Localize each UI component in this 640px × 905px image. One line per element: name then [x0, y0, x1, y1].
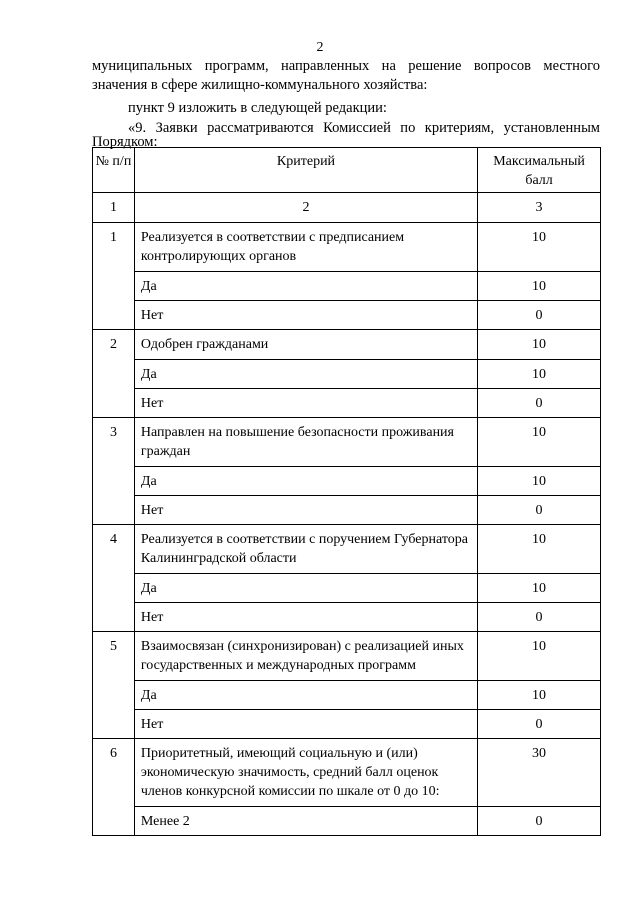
option-score: 10 [478, 574, 601, 603]
option-row [93, 574, 601, 603]
criterion-max-score: 10 [478, 632, 601, 681]
criterion-max-score: 30 [478, 739, 601, 807]
index-cell: 1 [93, 193, 135, 223]
criterion-text: Направлен на повышение безопасности проживания граждан [134, 418, 477, 467]
criterion-max-score: 10 [478, 330, 601, 360]
option-row [93, 603, 601, 632]
intro-line-1: муниципальных программ, направленных на решение вопросов местного [92, 58, 600, 74]
criterion-max-score: 10 [478, 418, 601, 467]
header-row [93, 148, 601, 193]
option-score: 0 [478, 301, 601, 330]
option-row [93, 681, 601, 710]
page-number: 2 [316, 40, 324, 55]
criterion-row [93, 330, 601, 360]
option-score: 0 [478, 389, 601, 418]
criterion-text: Одобрен гражданами [134, 330, 477, 360]
option-row [93, 710, 601, 739]
criteria-table [92, 147, 601, 836]
option-score: 10 [478, 681, 601, 710]
intro-line-3: пункт 9 изложить в следующей редакции: [128, 100, 387, 116]
criterion-number: 5 [93, 632, 135, 739]
option-score: 10 [478, 272, 601, 301]
intro-line-2: значения в сфере жилищно-коммунального хозяйства: [92, 77, 428, 93]
option-score: 0 [478, 710, 601, 739]
option-label: Да [134, 360, 477, 389]
option-label: Да [134, 574, 477, 603]
option-label: Менее 2 [134, 807, 477, 836]
criterion-row [93, 525, 601, 574]
criterion-text: Реализуется в соответствии с поручением Губернатора Калининградской области [134, 525, 477, 574]
criterion-row [93, 739, 601, 807]
criterion-text: Взаимосвязан (синхронизирован) с реализацией иных государственных и международных программ [134, 632, 477, 681]
option-row [93, 467, 601, 496]
criterion-text: Реализуется в соответствии с предписанием контролирующих органов [134, 223, 477, 272]
criterion-number: 1 [93, 223, 135, 330]
criterion-row [93, 223, 601, 272]
option-row [93, 301, 601, 330]
option-score: 10 [478, 467, 601, 496]
index-cell: 2 [134, 193, 477, 223]
option-row [93, 496, 601, 525]
option-row [93, 807, 601, 836]
option-score: 0 [478, 807, 601, 836]
criterion-max-score: 10 [478, 223, 601, 272]
criterion-number: 3 [93, 418, 135, 525]
option-score: 10 [478, 360, 601, 389]
header-criterion: Критерий [134, 148, 477, 193]
criterion-row [93, 418, 601, 467]
criterion-row [93, 632, 601, 681]
criterion-number: 2 [93, 330, 135, 418]
option-label: Да [134, 681, 477, 710]
criterion-text: Приоритетный, имеющий социальную и (или) экономическую значимость, средний балл оценок членов конкурсной комиссии по шкале от 0 до 10: [134, 739, 477, 807]
option-row [93, 389, 601, 418]
header-number: № п/п [93, 148, 135, 193]
option-label: Нет [134, 603, 477, 632]
intro-line-4: «9. Заявки рассматриваются Комиссией по критериям, установленным [128, 120, 600, 136]
option-row [93, 272, 601, 301]
index-cell: 3 [478, 193, 601, 223]
option-label: Нет [134, 389, 477, 418]
criterion-max-score: 10 [478, 525, 601, 574]
option-label: Нет [134, 496, 477, 525]
option-score: 0 [478, 603, 601, 632]
index-row [93, 193, 601, 223]
option-row [93, 360, 601, 389]
option-label: Нет [134, 301, 477, 330]
intro-line-5: Порядком: [92, 134, 158, 150]
criterion-number: 4 [93, 525, 135, 632]
option-label: Да [134, 272, 477, 301]
criterion-number: 6 [93, 739, 135, 836]
option-score: 0 [478, 496, 601, 525]
option-label: Нет [134, 710, 477, 739]
option-label: Да [134, 467, 477, 496]
header-max-score: Максимальный балл [478, 148, 601, 193]
